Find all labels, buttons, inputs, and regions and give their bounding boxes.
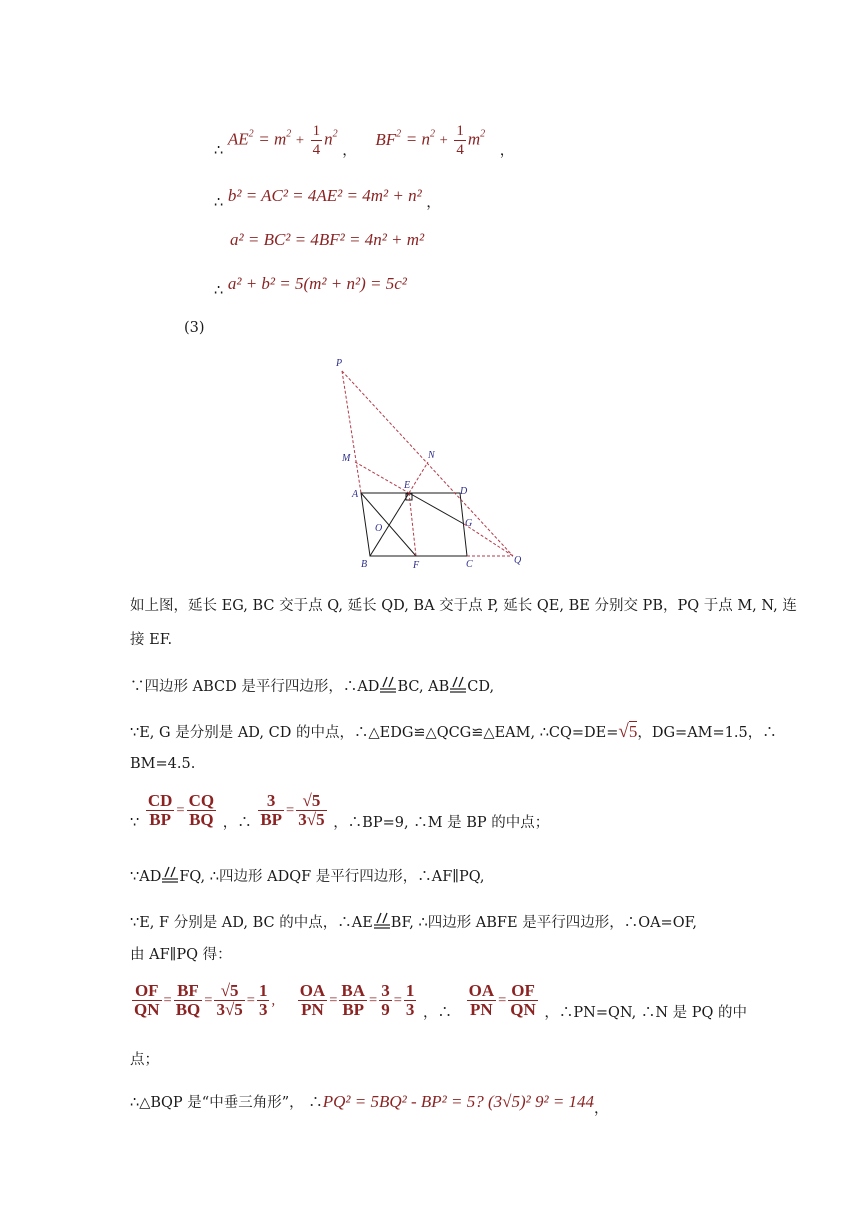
label-g: G [465, 518, 473, 529]
math-eq2: = n [405, 129, 430, 149]
sqrt-symbol: √ [618, 721, 629, 742]
equation-line-1: ∴ $AE^2 = m^2$ + $\frac{1}{4}$ $n^2$ ， $BF^2 = n^2$ + $\frac{1}{4}$ $m^2$ ， [214, 123, 515, 159]
label-c: C [466, 559, 473, 570]
fraction-quarter: $\frac{1}{4}$ [312, 123, 321, 158]
paragraph-from-af-pq: 由 AF∥PQ 得： [130, 947, 232, 963]
segment-pa [342, 371, 361, 493]
label-p: P [336, 358, 343, 369]
equation-line-2 [214, 186, 441, 211]
fraction-of-qn: $\frac{OF}{QN}$ [134, 981, 160, 1019]
dashed-construction-lines [342, 371, 513, 556]
fraction-sqrt5-b: $\frac{√5}{3√5}$ [216, 981, 243, 1019]
text-segment: ∵AD [130, 869, 162, 885]
fraction-bf-bq: $\frac{BF}{BQ}$ [175, 981, 201, 1019]
text-segment: ∵E, F 分别是 AD, BC 的中点，∴AE [130, 915, 373, 931]
label-a: A [352, 489, 359, 500]
parallel-equal-symbol [449, 676, 467, 694]
math-expression: a² + b² = 5(m² + n²) = 5c² [227, 274, 407, 293]
therefore-symbol: ∴ [214, 142, 224, 159]
paragraph-parallelogram [130, 676, 494, 697]
parallel-equal-symbol [373, 912, 391, 930]
separator-comma: ， [342, 142, 357, 159]
math-n: n [324, 129, 333, 149]
text-segment: BF, ∴四边形 ABFE 是平行四边形，∴OA=OF, [390, 915, 697, 931]
text-segment: ∵E, G 是分别是 AD, CD 的中点，∴△EDG≌△QCG≌△EAM, ∴CQ=DE= [130, 725, 619, 741]
text-segment: ∵四边形 ABCD 是平行四边形，∴AD [130, 679, 380, 695]
fraction-of-qn-b: $\frac{OF}{QN}$ [510, 981, 536, 1019]
fraction-cd-bp: $\frac{CD}{BP}$ [147, 791, 173, 829]
label-e: E [404, 480, 411, 491]
paragraph-construction: 如上图，延长 EG, BC 交于点 Q, 延长 QD, BA 交于点 P, 延长 QE, BE 分别交 PB，PQ 于点 M, N, 连 [130, 598, 797, 614]
paragraph-abfe [130, 912, 697, 933]
paragraph-adqf [130, 866, 485, 887]
paragraph-ratio-pn-cont: 点； [130, 1052, 159, 1068]
segment-af [361, 493, 416, 556]
end-comma: ， [426, 195, 441, 211]
therefore-symbol: ∴ [214, 283, 224, 299]
parallel-equal-symbol [161, 866, 179, 884]
text-segment: ，∴PN=QN, ∴N 是 PQ 的中 [544, 1004, 748, 1021]
label-b: B [361, 559, 368, 570]
math-bf: BF [375, 129, 397, 149]
label-n: N [428, 450, 435, 461]
fraction-ba-bp: $\frac{BA}{BP}$ [341, 981, 366, 1019]
math-expression-final: PQ² = 5BQ² - BP² = 5? (3√5)² 9² = 144 [322, 1092, 595, 1111]
segment-en [409, 462, 428, 493]
paragraph-ratio-pn: $\frac{OF}{QN}$ = $\frac{BF}{BQ}$ = $\frac{√5}{3√5}$ = $\frac{1}{3}$ , $\frac{OA}{PN}$ = $\frac{BA}{BP}$ = $\frac{3}{9}$ = $\frac{1}{3}$ ，∴ $\frac{OA}{PN}$ = $\frac{OF}{QN}$ ，∴PN=QN, ∴N 是 PQ 的中 [134, 981, 748, 1021]
math-expression: a² = BC² = 4BF² = 4n² + m² [230, 230, 425, 249]
therefore-symbol: ∴ [214, 195, 224, 211]
fraction-one-third-b: $\frac{1}{3}$ [405, 981, 415, 1019]
fraction-one-third: $\frac{1}{3}$ [258, 981, 268, 1019]
fraction-oa-pn: $\frac{OA}{PN}$ [299, 981, 326, 1019]
segment-ef [409, 493, 416, 556]
label-m: M [342, 453, 351, 464]
text-segment: BC, AB [397, 679, 450, 695]
end-comma: ， [594, 1101, 609, 1117]
equation-line-4 [214, 274, 407, 299]
fraction-sqrt5: $\frac{√5}{3√5}$ [298, 791, 325, 829]
math-ae: AE [227, 129, 249, 149]
segment-pq [342, 371, 513, 556]
fraction-3-9: $\frac{3}{9}$ [381, 981, 390, 1019]
paragraph-congruence-cont: BM=4.5. [130, 756, 196, 772]
label-f: F [413, 560, 420, 571]
because-symbol: ∵ [130, 814, 140, 831]
fraction-3-bp: $\frac{3}{BP}$ [260, 791, 283, 829]
label-d: D [460, 486, 468, 497]
paragraph-construction-cont: 接 EF. [130, 632, 173, 648]
math-eq: = m [258, 129, 287, 149]
paragraph-congruence [130, 722, 777, 743]
sqrt-value: 5 [628, 722, 638, 741]
section-label: (3) [184, 320, 205, 336]
label-o: O [375, 523, 383, 534]
paragraph-conclusion [130, 1092, 609, 1117]
therefore-symbol: ，∴ [222, 814, 252, 831]
fraction-quarter-2: $\frac{1}{4}$ [456, 123, 464, 158]
segment-me [355, 462, 409, 493]
text-segment: FQ, ∴四边形 ADQF 是平行四边形，∴AF∥PQ, [179, 869, 485, 885]
fraction-oa-pn-b: $\frac{OA}{PN}$ [468, 981, 495, 1019]
geometry-diagram [330, 350, 530, 575]
text-segment: ，DG=AM=1.5，∴ [637, 725, 777, 741]
label-q: Q [514, 555, 522, 566]
fraction-cq-bq: $\frac{CQ}{BQ}$ [188, 791, 215, 829]
text-segment: ，∴BP=9, ∴M 是 BP 的中点； [333, 814, 550, 831]
math-expression: b² = AC² = 4AE² = 4m² + n² [227, 186, 422, 205]
segment-eg [409, 493, 464, 524]
math-plus: + [295, 132, 305, 149]
math-plus2: + [439, 132, 448, 149]
math-m: m [467, 129, 481, 149]
equation-line-3 [230, 230, 424, 251]
paragraph-ratio-bp: ∵ $\frac{CD}{BP}$ = $\frac{CQ}{BQ}$ ，∴ $\frac{3}{BP}$ = $\frac{√5}{3√5}$ ，∴BP=9, ∴M 是 BP 的中点； [130, 791, 550, 831]
end-comma: ， [499, 142, 515, 159]
text-segment: ∴△BQP 是“中垂三角形”， ∴ [130, 1095, 323, 1111]
parallel-equal-symbol [379, 676, 397, 694]
text-segment: CD, [467, 679, 495, 695]
